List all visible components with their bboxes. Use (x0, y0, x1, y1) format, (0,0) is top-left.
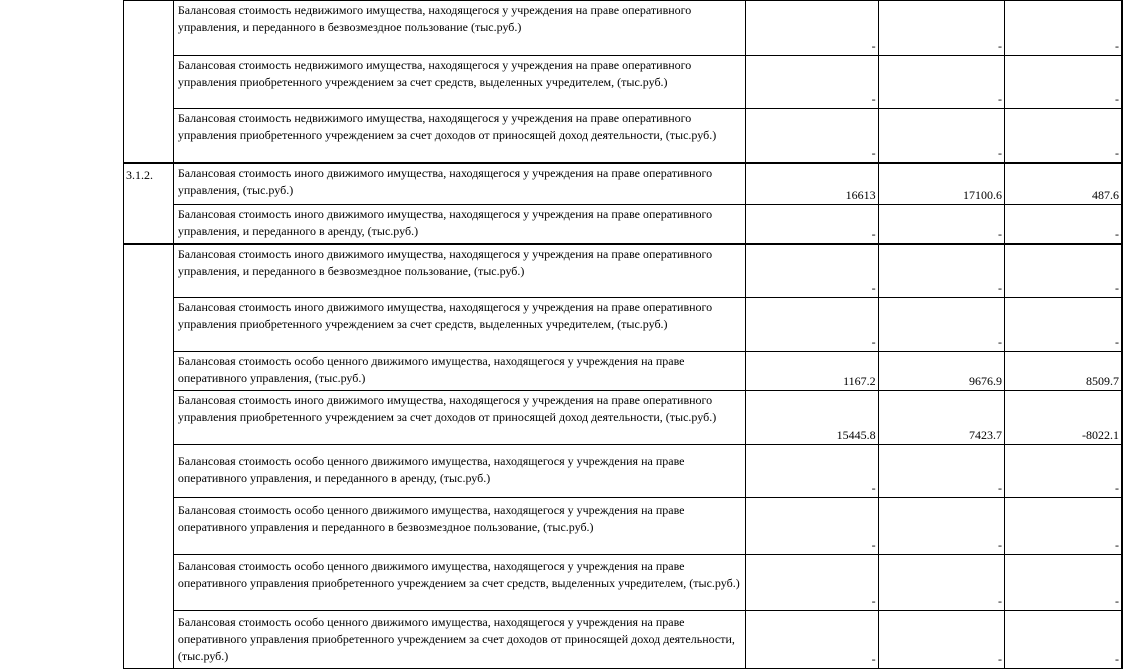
property-balance-table (123, 0, 1123, 669)
value-cell: - (745, 109, 878, 163)
value-cell: - (745, 555, 878, 611)
row-description: Балансовая стоимость особо ценного движимого имущества, находящегося у учреждения на праве оперативного управления, и переданного в аренду, (тыс.руб.) (173, 445, 745, 498)
value-cell: - (1005, 298, 1123, 352)
value-cell: - (745, 611, 878, 669)
value-cell: - (745, 1, 878, 56)
value-cell: -8022.1 (1005, 391, 1123, 445)
row-description: Балансовая стоимость иного движимого имущества, находящегося у учреждения на праве оперативного управления, (тыс.руб.) (173, 163, 745, 205)
value-cell: - (745, 498, 878, 555)
value-cell: 7423.7 (878, 391, 1004, 445)
value-cell: - (1005, 1, 1123, 56)
value-cell: - (1005, 445, 1123, 498)
value-cell: - (1005, 244, 1123, 298)
table-row (124, 56, 1123, 109)
value-cell: - (878, 445, 1004, 498)
row-description: Балансовая стоимость иного движимого имущества, находящегося у учреждения на праве оперативного управления, и переданного в безвозмездное пользование, (тыс.руб.) (173, 244, 745, 298)
row-description: Балансовая стоимость иного движимого имущества, находящегося у учреждения на праве оперативного управления приобретенного учреждением за счет средств, выделенных учредителем, (тыс.руб.) (173, 298, 745, 352)
value-cell: - (1005, 555, 1123, 611)
value-cell: - (878, 109, 1004, 163)
row-description: Балансовая стоимость недвижимого имущества, находящегося у учреждения на праве оперативного управления приобретенного учреждением за счет доходов от приносящей доход деятельности, (тыс.руб.) (173, 109, 745, 163)
value-cell: - (878, 611, 1004, 669)
value-cell: - (1005, 109, 1123, 163)
row-description: Балансовая стоимость недвижимого имущества, находящегося у учреждения на праве оперативного управления, и переданного в безвозмездное пользование (тыс.руб.) (173, 1, 745, 56)
value-cell: - (745, 445, 878, 498)
table-row (124, 244, 1123, 298)
row-code-cell: 3.1.2. (124, 163, 174, 244)
value-cell: - (878, 555, 1004, 611)
value-cell: 17100.6 (878, 163, 1004, 205)
row-description: Балансовая стоимость иного движимого имущества, находящегося у учреждения на праве оперативного управления приобретенного учреждением за счет доходов от приносящей доход деятельности, (тыс.руб.) (173, 391, 745, 445)
table-row (124, 1, 1123, 56)
table-row (124, 391, 1123, 445)
row-description: Балансовая стоимость иного движимого имущества, находящегося у учреждения на праве оперативного управления, и переданного в аренду, (тыс.руб.) (173, 205, 745, 244)
value-cell: - (878, 244, 1004, 298)
row-description: Балансовая стоимость особо ценного движимого имущества, находящегося у учреждения на праве оперативного управления приобретенного учреждением за счет доходов от приносящей доход деятельности, (тыс.руб.) (173, 611, 745, 669)
table-row (124, 298, 1123, 352)
row-code-cell (124, 244, 174, 669)
table-row (124, 555, 1123, 611)
value-cell: - (878, 1, 1004, 56)
table-row (124, 498, 1123, 555)
value-cell: - (878, 298, 1004, 352)
value-cell: - (878, 56, 1004, 109)
value-cell: - (745, 298, 878, 352)
row-code-cell (124, 1, 174, 163)
table-row (124, 205, 1123, 244)
row-description: Балансовая стоимость особо ценного движимого имущества, находящегося у учреждения на праве оперативного управления и переданного в безвозмездное пользование, (тыс.руб.) (173, 498, 745, 555)
value-cell: 8509.7 (1005, 352, 1123, 391)
value-cell: - (878, 498, 1004, 555)
value-cell: - (745, 244, 878, 298)
value-cell: 9676.9 (878, 352, 1004, 391)
value-cell: - (878, 205, 1004, 244)
value-cell: - (745, 205, 878, 244)
table-row (124, 163, 1123, 205)
value-cell: 15445.8 (745, 391, 878, 445)
value-cell: - (1005, 498, 1123, 555)
value-cell: - (1005, 205, 1123, 244)
value-cell: - (1005, 56, 1123, 109)
row-description: Балансовая стоимость недвижимого имущества, находящегося у учреждения на праве оперативного управления приобретенного учреждением за счет средств, выделенных учредителем, (тыс.руб.) (173, 56, 745, 109)
value-cell: 1167.2 (745, 352, 878, 391)
value-cell: 487.6 (1005, 163, 1123, 205)
value-cell: 16613 (745, 163, 878, 205)
table-row (124, 352, 1123, 391)
table-row (124, 109, 1123, 163)
row-description: Балансовая стоимость особо ценного движимого имущества, находящегося у учреждения на праве оперативного управления приобретенного учреждением за счет средств, выделенных учредителем, (тыс.руб.) (173, 555, 745, 611)
table-row (124, 445, 1123, 498)
row-description: Балансовая стоимость особо ценного движимого имущества, находящегося у учреждения на праве оперативного управления, (тыс.руб.) (173, 352, 745, 391)
value-cell: - (1005, 611, 1123, 669)
table-row (124, 611, 1123, 669)
value-cell: - (745, 56, 878, 109)
